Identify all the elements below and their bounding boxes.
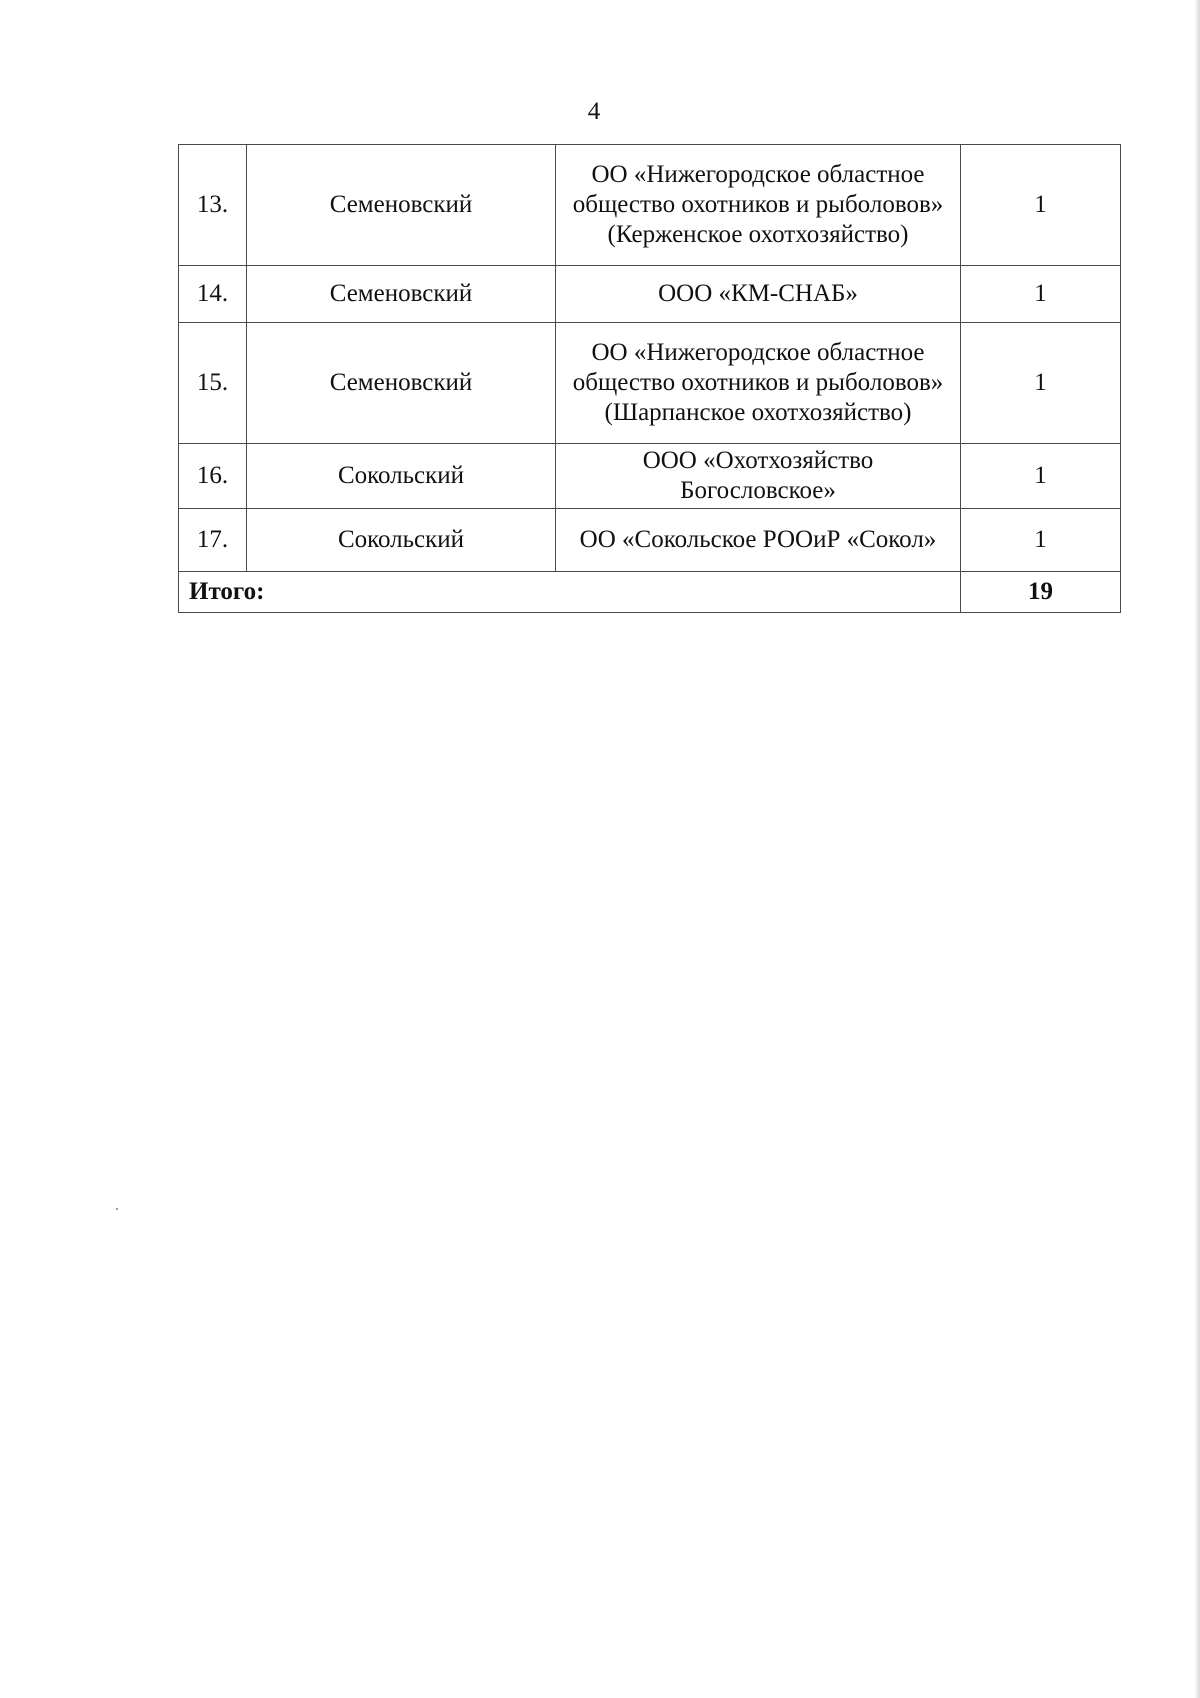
total-row [179,572,1121,613]
table-row [179,444,1121,509]
organization-cell: ООО «КМ-СНАБ» [556,266,961,323]
table-row [179,323,1121,444]
total-value: 19 [961,572,1121,613]
scan-artifact [116,1208,118,1210]
district-cell: Сокольский [247,444,556,509]
row-number: 16. [179,444,247,509]
count-cell: 1 [961,444,1121,509]
district-cell: Семеновский [247,323,556,444]
table-row [179,145,1121,266]
row-number: 15. [179,323,247,444]
total-label: Итого: [179,572,961,613]
row-number: 14. [179,266,247,323]
count-cell: 1 [961,145,1121,266]
table-row [179,509,1121,572]
page-number: 4 [587,98,601,125]
district-cell: Семеновский [247,266,556,323]
count-cell: 1 [961,266,1121,323]
count-cell: 1 [961,509,1121,572]
organization-cell: ОО «Сокольское РООиР «Сокол» [556,509,961,572]
allocation-table [178,144,1121,613]
table-row [179,266,1121,323]
organization-cell: ООО «Охотхозяйство Богословское» [556,444,961,509]
row-number: 13. [179,145,247,266]
row-number: 17. [179,509,247,572]
district-cell: Семеновский [247,145,556,266]
organization-cell: ОО «Нижегородское областное общество охотников и рыболовов» (Керженское охотхозяйство) [556,145,961,266]
page-edge-shadow [1194,0,1200,1698]
district-cell: Сокольский [247,509,556,572]
organization-cell: ОО «Нижегородское областное общество охотников и рыболовов» (Шарпанское охотхозяйство) [556,323,961,444]
count-cell: 1 [961,323,1121,444]
